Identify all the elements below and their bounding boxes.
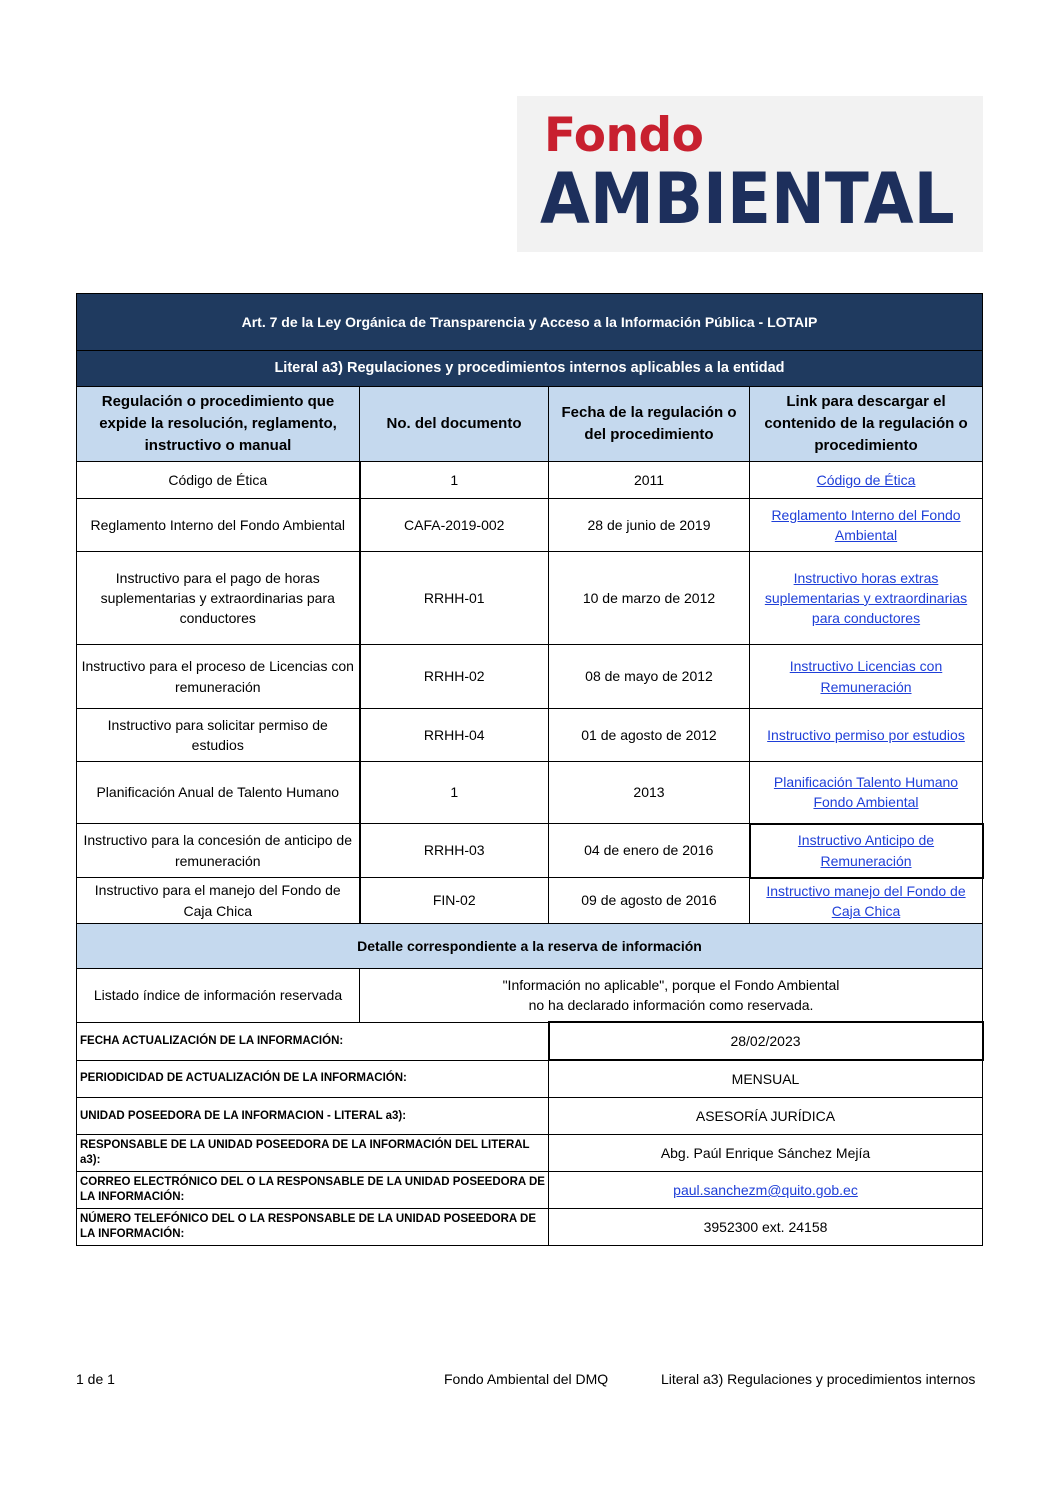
meta-value: 28/02/2023: [549, 1022, 983, 1060]
download-link-cell: [750, 878, 983, 924]
table-title: Art. 7 de la Ley Orgánica de Transparencia y Acceso a la Información Pública - LOTAIP: [77, 294, 983, 351]
regulation-date: 10 de marzo de 2012: [549, 552, 750, 645]
reserved-info-label: Listado índice de información reservada: [77, 969, 360, 1023]
download-link[interactable]: Código de Ética: [816, 471, 916, 488]
meta-row-update-date: [77, 1022, 983, 1060]
meta-label: RESPONSABLE DE LA UNIDAD POSEEDORA DE LA INFORMACIÓN DEL LITERAL a3):: [77, 1135, 549, 1172]
col-header-doc-number: No. del documento: [360, 387, 549, 462]
logo-text-fondo: Fondo: [544, 108, 704, 163]
table-row: [77, 762, 983, 824]
col-header-regulation: Regulación o procedimiento que expide la resolución, reglamento, instructivo o manual: [77, 387, 360, 462]
regulation-date: 28 de junio de 2019: [549, 499, 750, 552]
download-link[interactable]: Reglamento Interno del Fondo Ambiental: [771, 506, 961, 543]
download-link[interactable]: Instructivo Licencias con Remuneración: [789, 658, 943, 695]
email-link[interactable]: paul.sanchezm@quito.gob.ec: [673, 1181, 858, 1198]
meta-label: NÚMERO TELEFÓNICO DEL O LA RESPONSABLE DE LA UNIDAD POSEEDORA DE LA INFORMACIÓN:: [77, 1209, 549, 1246]
download-link-cell: [750, 645, 983, 709]
reserved-info-row: [77, 969, 983, 1023]
download-link-cell: [750, 462, 983, 499]
reserved-info-line-1: "Información no aplicable", porque el Fondo Ambiental: [502, 976, 840, 993]
download-link[interactable]: Instructivo Anticipo de Remuneración: [797, 832, 935, 869]
regulation-date: 09 de agosto de 2016: [549, 878, 750, 924]
footer-entity: Fondo Ambiental del DMQ: [444, 1371, 609, 1387]
fondo-ambiental-logo: [517, 96, 983, 252]
regulation-name: Planificación Anual de Talento Humano: [77, 762, 360, 824]
doc-number: RRHH-03: [360, 824, 549, 878]
meta-label: UNIDAD POSEEDORA DE LA INFORMACION - LITERAL a3):: [77, 1098, 549, 1135]
download-link-cell: [750, 709, 983, 762]
regulation-name: Instructivo para el manejo del Fondo de Caja Chica: [77, 878, 360, 924]
regulation-date: 08 de mayo de 2012: [549, 645, 750, 709]
logo-text-ambiental: AMBIENTAL: [540, 158, 955, 240]
table-row: [77, 645, 983, 709]
col-header-date: Fecha de la regulación o del procedimiento: [549, 387, 750, 462]
doc-number: RRHH-02: [360, 645, 549, 709]
table-row: [77, 499, 983, 552]
meta-row-unit: [77, 1098, 983, 1135]
doc-number: RRHH-01: [360, 552, 549, 645]
regulation-name: Reglamento Interno del Fondo Ambiental: [77, 499, 360, 552]
doc-number: FIN-02: [360, 878, 549, 924]
regulation-date: 2013: [549, 762, 750, 824]
regulation-name: Instructivo para solicitar permiso de estudios: [77, 709, 360, 762]
regulation-name: Código de Ética: [77, 462, 360, 499]
meta-row-periodicity: [77, 1060, 983, 1098]
col-header-link: Link para descargar el contenido de la regulación o procedimiento: [750, 387, 983, 462]
meta-label: CORREO ELECTRÓNICO DEL O LA RESPONSABLE DE LA UNIDAD POSEEDORA DE LA INFORMACIÓN:: [77, 1172, 549, 1209]
reserved-info-line-2: no ha declarado información como reservada.: [528, 997, 814, 1014]
column-headers: [77, 387, 983, 462]
meta-row-responsible: [77, 1135, 983, 1172]
meta-label: PERIODICIDAD DE ACTUALIZACIÓN DE LA INFORMACIÓN:: [77, 1060, 549, 1098]
table-subtitle: Literal a3) Regulaciones y procedimientos internos aplicables a la entidad: [77, 351, 983, 387]
regulation-date: 01 de agosto de 2012: [549, 709, 750, 762]
regulation-name: Instructivo para el pago de horas suplementarias y extraordinarias para conductores: [77, 552, 360, 645]
meta-value: MENSUAL: [549, 1060, 983, 1098]
doc-number: RRHH-04: [360, 709, 549, 762]
lotaip-table: [76, 293, 984, 1246]
table-row: [77, 878, 983, 924]
table-row: [77, 709, 983, 762]
reserved-info-section-title: Detalle correspondiente a la reserva de información: [77, 924, 983, 969]
download-link[interactable]: Instructivo manejo del Fondo de Caja Chica: [766, 882, 966, 919]
meta-label: FECHA ACTUALIZACIÓN DE LA INFORMACIÓN:: [77, 1022, 549, 1060]
meta-row-phone: [77, 1209, 983, 1246]
meta-value-cell: [549, 1172, 983, 1209]
download-link-cell: [750, 824, 983, 878]
meta-value: Abg. Paúl Enrique Sánchez Mejía: [549, 1135, 983, 1172]
regulation-date: 2011: [549, 462, 750, 499]
footer-section: Literal a3) Regulaciones y procedimientos internos: [661, 1371, 976, 1387]
table-row: [77, 552, 983, 645]
download-link-cell: [750, 762, 983, 824]
meta-value: 3952300 ext. 24158: [549, 1209, 983, 1246]
download-link[interactable]: Instructivo permiso por estudios: [767, 726, 965, 743]
footer-page-number: 1 de 1: [76, 1371, 115, 1387]
download-link[interactable]: Instructivo horas extras suplementarias y extraordinarias para conductores: [764, 569, 968, 627]
regulation-name: Instructivo para la concesión de anticipo de remuneración: [77, 824, 360, 878]
doc-number: 1: [360, 762, 549, 824]
download-link[interactable]: Planificación Talento Humano Fondo Ambiental: [773, 773, 959, 811]
table-row: [77, 462, 983, 499]
doc-number: 1: [360, 462, 549, 499]
regulation-date: 04 de enero de 2016: [549, 824, 750, 878]
download-link-cell: [750, 499, 983, 552]
regulation-name: Instructivo para el proceso de Licencias con remuneración: [77, 645, 360, 709]
doc-number: CAFA-2019-002: [360, 499, 549, 552]
reserved-info-value: [360, 969, 983, 1023]
download-link-cell: [750, 552, 983, 645]
meta-value: ASESORÍA JURÍDICA: [549, 1098, 983, 1135]
meta-row-email: [77, 1172, 983, 1209]
table-row: [77, 824, 983, 878]
